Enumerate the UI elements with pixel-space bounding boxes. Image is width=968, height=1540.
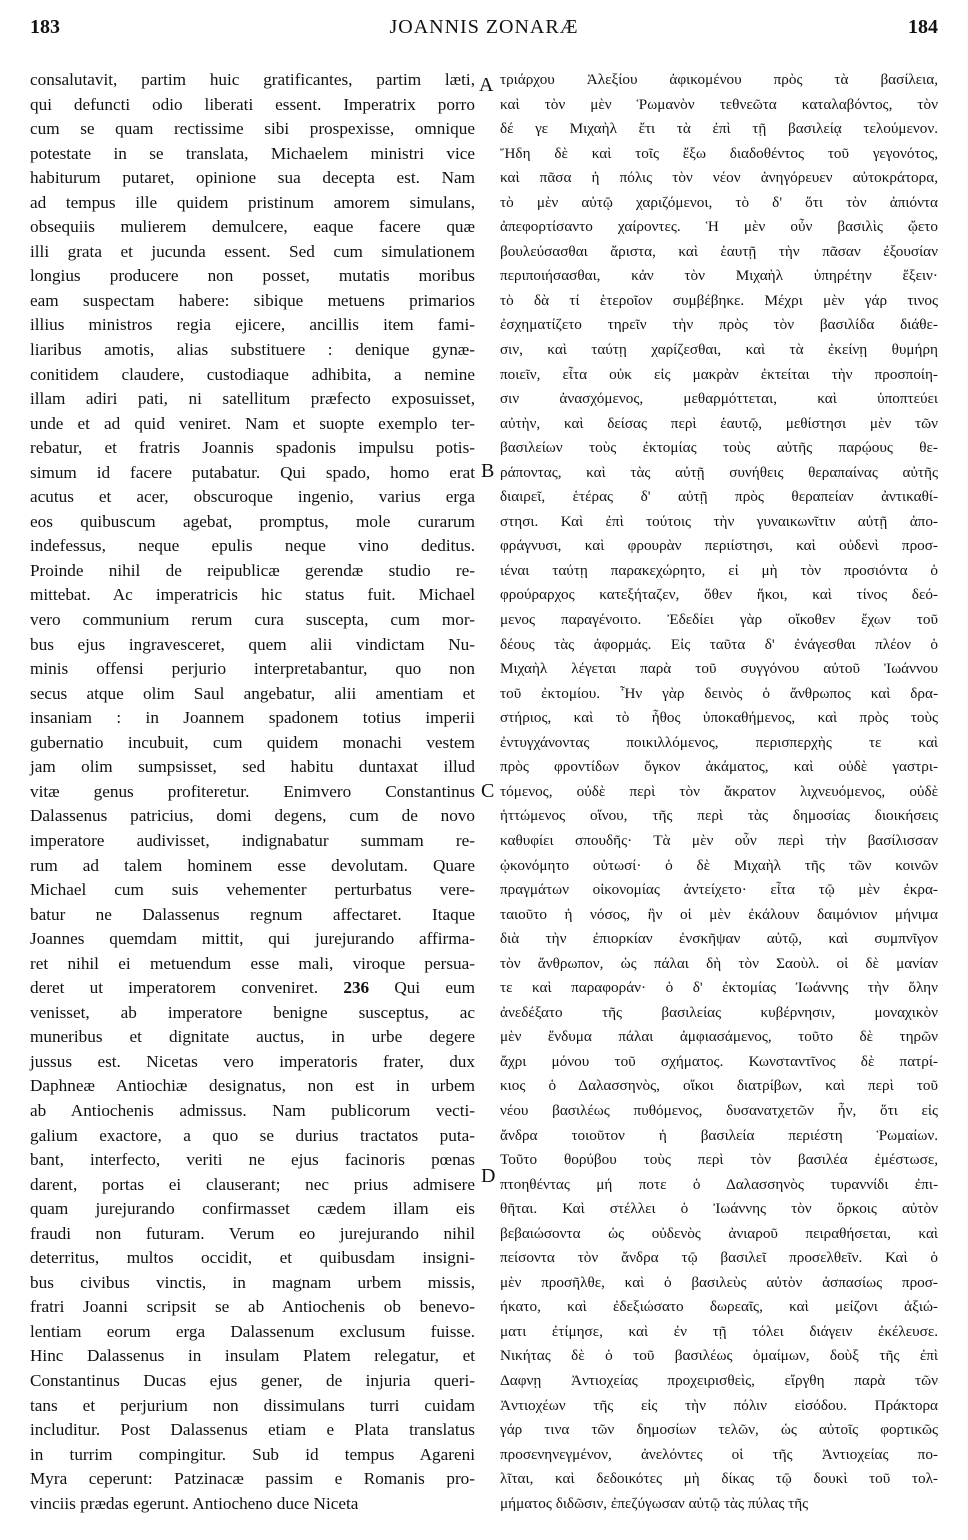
latin-text-line: darent, portas ei clauserant; nec prius admisere xyxy=(30,1174,475,1194)
greek-text-line: τόμενος, οὐδὲ περὶ τὸν ἄκρατον λιχνευόμενος, οὐδὲ xyxy=(500,782,938,800)
greek-text-line: ἄχρι μόνου τοῦ σχήματος. Κωνσταντῖνος δὲ πατρί- xyxy=(500,1052,938,1070)
greek-text-line: ιέναι ταύτῃ παρακεχώρητο, εἰ μὴ τὸν προσιόντα ὁ xyxy=(500,561,938,579)
latin-text-line: ab Antiochenis admissus. Nam publicorum vecti- xyxy=(30,1100,475,1120)
greek-text-line: ᾠκονόμητο οὑτωσί· ὁ δὲ Μιχαὴλ τῆς τῶν κοινῶν xyxy=(500,856,938,874)
greek-text-line: τοῦ ἐκτομίου. Ἦν γὰρ δεινὸς ὁ ἄνθρωπος καὶ δρα- xyxy=(500,684,938,702)
page-header xyxy=(30,8,938,44)
latin-text-line: rebatur, et fratris Joannis spadonis impulsu potis- xyxy=(30,438,475,458)
greek-text-line: σιν ἀνασχόμενος, μεθαρμόττεται, καὶ ὑποπτεύει xyxy=(500,390,938,408)
latin-text-line: insaniam : in Joannem spadonem totius imperii xyxy=(30,708,475,728)
greek-text-line: ἐσχηματίζετο τηρεῖν τὴν πρὸς τὸν βασιλίδα διάθε- xyxy=(500,316,938,334)
greek-text-line: πραγμάτων οἰκονομίας ἀντείχετο· εἶτα τῷ μὲν ἐκρα- xyxy=(500,881,938,899)
greek-text-line: στησι. Καὶ ἐπὶ τούτοις τὴν γυναικωνῖτιν αὐτῇ ἀπο- xyxy=(500,512,938,530)
latin-text-line: galium exactore, a quo se durius tractatos puta- xyxy=(30,1125,475,1145)
latin-text-line: Myra ceperunt: Patzinacæ passim e Romanis pro- xyxy=(30,1469,475,1489)
greek-text-line: ταιοῦτο ἡ νόσος, ἣν οἱ μὲν ἐκάλουν δαιμόνιον μήνιμα xyxy=(500,905,938,923)
greek-text-line: φρούραρχος κατεξήταζεν, ὅθεν ἥκοι, καὶ τίνος δεό- xyxy=(500,586,938,604)
latin-text-line: fratri Joanni scripsit se ab Antiochenis ob benevo- xyxy=(30,1297,475,1317)
greek-text-line: βουλεύσασθαι ἄριστα, καὶ ἑαυτῇ τὴν πᾶσαν ἐξουσίαν xyxy=(500,242,938,260)
latin-text-line: longius producere non posset, mutatis moribus xyxy=(30,266,475,286)
greek-text-line: τὸν ἄνθρωπον, ὡς πάλαι δὴ τὸν Σαοὺλ. οἱ δὲ μανίαν xyxy=(500,954,938,972)
latin-text-line: imperatore audivisset, indignabatur summam re- xyxy=(30,830,475,850)
greek-text-line: Ἤδη δὲ καὶ τοῖς ἔξω διαδοθέντος τοῦ γεγονότος, xyxy=(500,144,938,162)
greek-text-line: μὲν ἔνδυμα πάλαι ἀμφιασάμενος, τοῦτο δὲ τηρῶν xyxy=(500,1028,938,1046)
latin-text-line: gubernatio incubuit, cum quidem monachi vestem xyxy=(30,732,475,752)
latin-text-line: minis offensi perjurio interpretabantur, quo non xyxy=(30,659,475,679)
latin-text-line: Joannes quemdam mittit, qui jurejurando affirma- xyxy=(30,929,475,949)
latin-text-line: quam jurejurando confirmasset cædem illam eis xyxy=(30,1199,475,1219)
latin-text-line: tans et perjurium non dissimulans turri cuidam xyxy=(30,1395,475,1415)
latin-text-line: vitæ genus profiteretur. Enimvero Constantinus xyxy=(30,781,475,801)
latin-text-line: qui defuncti odio liberati essent. Imperatrix porro xyxy=(30,94,475,114)
greek-text-line: μενος παραγένοιτο. Ἐδεδίει γὰρ οἴκοθεν ἔχων τοῦ xyxy=(500,611,938,629)
greek-column xyxy=(500,68,938,1516)
greek-text-line: δέ γε Μιχαὴλ ἔτι τὰ ἐπὶ τῇ βασιλείᾳ τελούμενον. xyxy=(500,120,938,138)
greek-text-line: βασιλείων τοὺς ἐκτομίας τοὺς αὐτῆς παρῴους θε- xyxy=(500,439,938,457)
latin-text-line: vinciis prædas egerunt. Antiocheno duce Niceta xyxy=(30,1493,359,1513)
greek-text-line: στήριος, καὶ τὸ ἦθος ὑποκαθήμενος, καὶ πρὸς τοὺς xyxy=(500,709,938,727)
latin-text-line: ret nihil ei metuendum esse mali, viroque persua- xyxy=(30,953,475,973)
greek-text-line: ἀνεδέξατο τῆς βασιλείας κυβέρνησιν, μοναχικὸν xyxy=(500,1003,938,1021)
greek-text-line: αὐτὴν, καὶ δείσας περὶ ἑαυτῷ, μεθίστησι μὲν τῶν xyxy=(500,414,938,432)
margin-letter-d: D xyxy=(481,1165,496,1187)
greek-text-line: ἄνδρα τοιοῦτον ἡ βασιλεία περιέστη Ῥωμαίων. xyxy=(500,1126,938,1144)
latin-text-line: in turrim compingitur. Sub id tempus Agareni xyxy=(30,1444,475,1464)
greek-text-line: διὰ τὴν ἐπιορκίαν ἐνσκῆψαν αὐτῷ, καὶ συμπνῖγον xyxy=(500,930,938,948)
greek-text-line: νέου βασιλέως πυθόμενος, δυσανατχετῶν ἦν, ὅτι εἰς xyxy=(500,1101,938,1119)
greek-text-line: ἡττώμενος οἴνου, τῆς περὶ τὰς δημοσίας διοικήσεις xyxy=(500,807,938,825)
latin-text-line: rum ad talem hominem esse devolutam. Quare xyxy=(30,855,475,875)
greek-text-line: ήκατο, καὶ ἐδεξιώσατο δωρεαῖς, καὶ μείζονι ἀξιώ- xyxy=(500,1298,938,1316)
latin-text-line: unde et ad quid veniret. Nam et suopte exemplo ter- xyxy=(30,413,475,433)
latin-text-line: eam suspectam habere: sibique metuens primarios xyxy=(30,290,475,310)
latin-text-line: bus ejus ingravesceret, quem alii vindictam Nu- xyxy=(30,634,475,654)
greek-text-line: ματι ἐτίμησε, καὶ ἐν τῇ τόλει διάγειν ἐκέλευσε. xyxy=(500,1322,938,1340)
latin-column xyxy=(30,68,475,1516)
latin-text-line: venisset, ab imperatore benigne susceptus, ac xyxy=(30,1002,475,1022)
latin-text-line: secus atque olim Saul angebatur, alii amentiam et xyxy=(30,683,475,703)
greek-text-line: κιος ὁ Δαλασσηνὸς, οἴκοι διατρίβων, καὶ περὶ τοῦ xyxy=(500,1077,938,1095)
latin-text-line: deret ut imperatorem conveniret. 236 Qui eum xyxy=(30,978,475,998)
greek-text-line: πείσοντα τὸν ἄνδρα τῷ βασιλεῖ προσελθεῖν. Καὶ ὁ xyxy=(500,1249,938,1267)
latin-text-line: acutus et acer, obscuroque ingenio, varius erga xyxy=(30,487,475,507)
latin-text-line: ad tempus ille quidem pristinum amorem simulans, xyxy=(30,192,475,212)
greek-text-line: Τοῦτο θορύβου τοὺς περὶ τὸν βασιλέα ἐμέστωσε, xyxy=(500,1151,938,1169)
greek-text-line: καὶ πᾶσα ἡ πόλις τὸν νέον ἀνηγόρευεν αὐτοκράτορα, xyxy=(500,169,938,187)
greek-text-line: ποιεῖν, εἶτα οὐκ εἰς μακρὰν ἐκτείται τὴν προσποίη- xyxy=(500,365,938,383)
latin-text-line: includitur. Post Dalassenus etiam e Plata translatus xyxy=(30,1420,475,1440)
latin-text-line: jam olim sumpsisset, sed habitu duntaxat illud xyxy=(30,757,475,777)
greek-text-line: Νικήτας δὲ ὁ τοῦ βασιλέως ὁμαίμων, δοὺξ τῆς ἐπὶ xyxy=(500,1347,938,1365)
latin-text-line: potestate in se translata, Michaelem ministri vice xyxy=(30,143,475,163)
margin-letter-b: B xyxy=(481,460,495,482)
latin-text-line: Michael cum suis vehementer perturbatus vere- xyxy=(30,880,475,900)
latin-text-line: muneribus et dignitate auctus, in urbe degere xyxy=(30,1027,475,1047)
greek-text-line: προσενηνεγμένον, ἀνελόντες οἱ τῆς Ἀντιοχείας πο- xyxy=(500,1445,938,1463)
latin-text-line: indefessus, neque epulis neque vino deditus. xyxy=(30,536,475,556)
latin-text-line: jussus est. Nicetas vero imperatoris frater, dux xyxy=(30,1051,475,1071)
latin-text-line: vero communium rerum cura suscepta, cum mor- xyxy=(30,610,475,630)
greek-text-line: ἀπεφορτίσαντο χαίροντες. Ἡ μὲν οὖν βασιλὶς ᾤετο xyxy=(500,218,938,236)
greek-text-line: διαιρεῖ, ἑτέρας δ' αὐτῇ πρὸς θεραπείαν ἀντικαθί- xyxy=(500,488,938,506)
latin-text-line: Constantinus Ducas ejus gener, de injuria queri- xyxy=(30,1370,475,1390)
margin-letter-a: A xyxy=(479,74,494,96)
greek-text-line: δέους τὰς ἀφορμάς. Εἰς ταῦτα δ' ἐνάγεσθαι πλέον ὁ xyxy=(500,635,938,653)
latin-text-line: bant, interfecto, veriti ne ejus facinoris pœnas xyxy=(30,1150,475,1170)
latin-text-line: liaribus amotis, alias substituere : denique gynæ- xyxy=(30,340,475,360)
latin-text-line: mittebat. Ac imperatricis hic status fuit. Michael xyxy=(30,585,475,605)
greek-text-line: τὸ δὰ τί ἑτεροῖον συμβέβηκε. Μέχρι μὲν γάρ τινος xyxy=(500,291,938,309)
latin-text-line: Daphneæ Antiochiæ designatus, non est in urbem xyxy=(30,1076,475,1096)
greek-text-line: ἐντυγχάνοντας ποικιλλόμενος, περισπερχὴς τε καὶ xyxy=(500,733,938,751)
latin-text-line: illi grata et jucunda essent. Sed cum simulationem xyxy=(30,241,475,261)
latin-text-line: simum id facere putabatur. Qui spado, homo erat xyxy=(30,462,475,482)
latin-text-line: illam adiri pati, ni satellitum præfecto exposuisset, xyxy=(30,389,475,409)
latin-text-line: obsequiis mulierem demulcere, eaque facere quæ xyxy=(30,217,475,237)
greek-text-line: βεβαιώσοντα ὡς οὐδενὸς ἀνιαροῦ πειραθήσεται, καὶ xyxy=(500,1224,938,1242)
latin-text-line: bus civibus vinctis, in magnam urbem missis, xyxy=(30,1272,475,1292)
greek-text-line: Μιχαὴλ λέγεται παρὰ τοῦ συγγόνου αὐτοῦ Ἰωάννου xyxy=(500,660,938,678)
greek-text-line: ράποντας, καὶ τὰς αὐτῇ συνήθεις θεραπαίνας αὐτῆς xyxy=(500,463,938,481)
section-number: 236 xyxy=(343,978,370,998)
latin-text-line: Proinde nihil de reipublicæ gerendæ studio re- xyxy=(30,560,475,580)
greek-text-line: μὲν προσῆλθε, καὶ ὁ βασιλεὺς αὐτὸν ἀσπασίως προσ- xyxy=(500,1273,938,1291)
greek-text-line: Ἀντιοχέων τῆς εἰς τὴν πόλιν εἰσόδου. Πράκτορα xyxy=(500,1396,938,1414)
latin-text-line: lentiam eorum erga Dalassenum exclusum fuisse. xyxy=(30,1321,475,1341)
page-number-left: 183 xyxy=(30,16,60,38)
latin-text-line: habiturum putaret, opinione sua decepta est. Nam xyxy=(30,168,475,188)
greek-text-line: μήματος διδῶσιν, ἐπεζύγωσαν αὐτῷ τὰς πύλας τῆς xyxy=(500,1494,809,1512)
greek-text-line: σιν, καὶ ταύτῃ χαρίζεσθαι, καὶ τὰ ἐκείνῃ θυμήρη xyxy=(500,341,938,359)
latin-text-line: fraudi non futuram. Verum eo jurejurando nihil xyxy=(30,1223,475,1243)
greek-text-line: γάρ τινα τῶν δημοσίων τελῶν, ὡς αὐτοῖς φορτικῶς xyxy=(500,1421,938,1439)
latin-text-line: consalutavit, partim huic gratificantes, partim læti, xyxy=(30,70,475,89)
greek-text-line: περιποιήσασθαι, κἀν τὸν Μιχαὴλ ὑπηρέτην ἕξειν· xyxy=(500,267,938,285)
latin-text-line: cum se quam rectissime sibi prospexisse, omnique xyxy=(30,119,475,139)
latin-text-line: Hinc Dalassenus in insulam Platem relegatur, et xyxy=(30,1346,475,1366)
greek-text-line: θῆται. Καὶ στέλλει ὁ Ἰωάννης τὸν ὅρκοις αὐτὸν xyxy=(500,1200,938,1218)
latin-text-line: batur ne Dalassenus regnum affectaret. Itaque xyxy=(30,904,475,924)
greek-text-line: τε καὶ παραφοράν· ὁ δ' ἐκτομίας Ἰωάννης τὴν ὅλην xyxy=(500,979,938,997)
latin-text-line: Dalassenus patricius, domi degens, cum de novo xyxy=(30,806,475,826)
margin-letter-c: C xyxy=(481,780,495,802)
greek-text-line: τριάρχου Ἀλεξίου ἀφικομένου πρὸς τὰ βασίλεια, xyxy=(500,71,938,88)
latin-text-line: illius ministros regia ejicere, ancillis item fami- xyxy=(30,315,475,335)
greek-text-line: λῖται, καὶ δεδοικότες μὴ δίκας τῷ δουκὶ τοῦ τολ- xyxy=(500,1470,938,1488)
running-title: JOANNIS ZONARÆ xyxy=(389,16,579,38)
greek-text-line: καὶ τὸν μὲν Ῥωμανὸν τεθνεῶτα καταλαβόντος, τὸν xyxy=(500,95,938,113)
page-number-right: 184 xyxy=(908,16,938,38)
greek-text-line: πρὸς φροντίδων ὄγκον ἀκάματος, καὶ οὐδὲ γαστρι- xyxy=(500,758,938,776)
greek-text-line: τὸ μὲν αὐτῷ χαριζόμενοι, τὸ δ' ὅτι τὸν ἀπιόντα xyxy=(500,193,938,211)
latin-text-line: deterritus, multos occidit, et quibusdam insigni- xyxy=(30,1248,475,1268)
latin-text-line: conitidem claudere, custodiaque adhibita, a nemine xyxy=(30,364,475,384)
greek-text-line: Δαφνῃ Ἀντιοχείας προχειρισθεὶς, εἴργθη παρὰ τῶν xyxy=(500,1371,938,1389)
latin-text-line: eos quibuscum agebat, promptus, mole curarum xyxy=(30,511,475,531)
greek-text-line: καθυφίει σπουδῆς· Τὰ μὲν οὖν περὶ τὴν βασίλισσαν xyxy=(500,831,938,849)
greek-text-line: πτοηθέντας μή ποτε ὁ Δαλασσηνὸς τυραννίδι ἐπι- xyxy=(500,1175,938,1193)
greek-text-line: φράγνυσι, καὶ φρουρὰν περιίστησι, καὶ οὐδενὶ προσ- xyxy=(500,537,938,555)
